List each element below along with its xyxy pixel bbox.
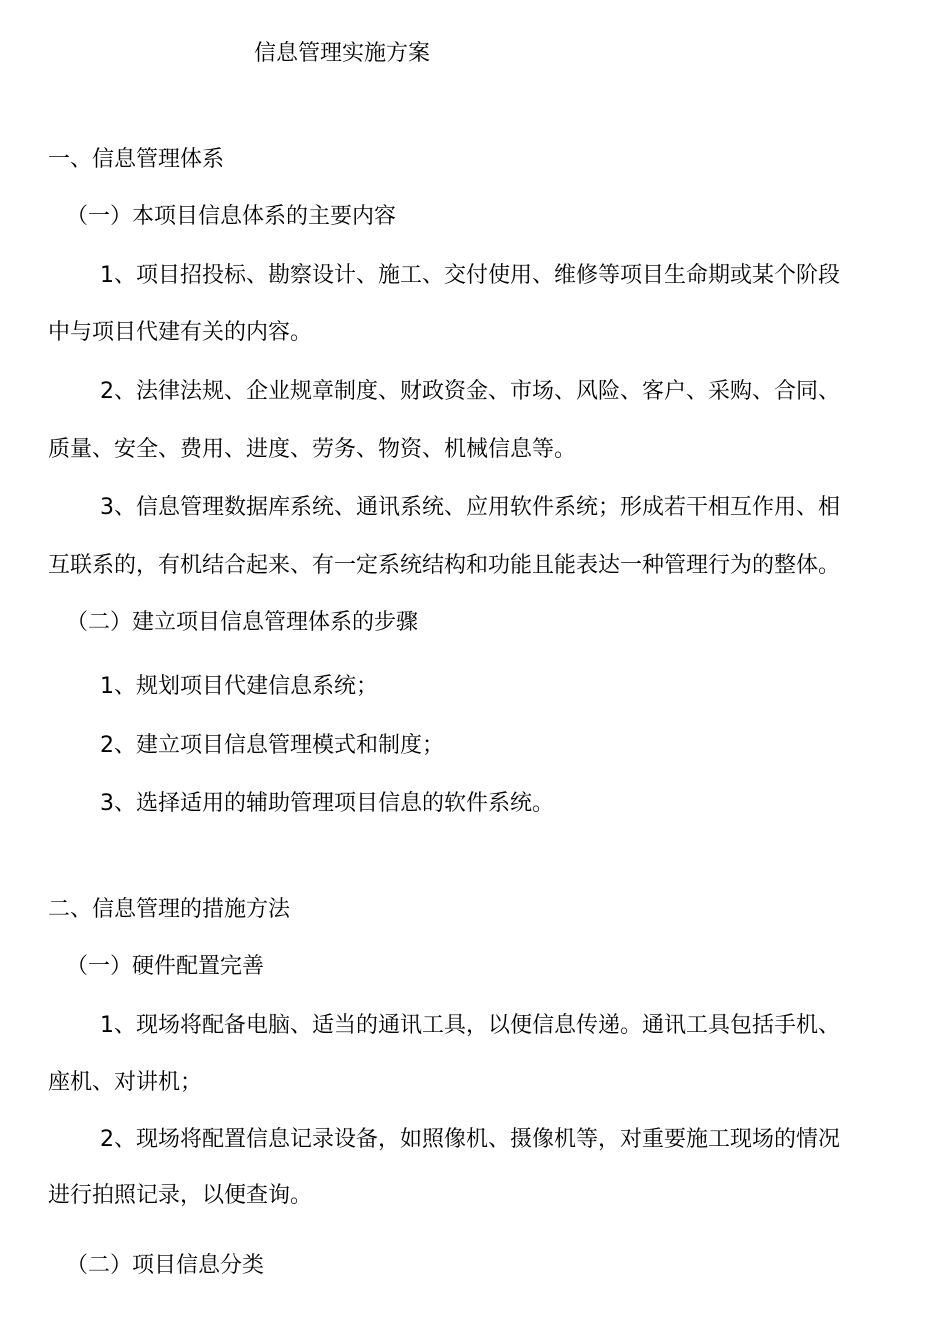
paragraph-3-line-2: 互联系的，有机结合起来、有一定系统结构和功能且能表达一种管理行为的整体。 <box>48 553 841 578</box>
section-2-heading: 二、信息管理的措施方法 <box>48 897 291 922</box>
section-1-sub-1-heading: （一）本项目信息体系的主要内容 <box>66 204 397 229</box>
paragraph-1-line-1: 1、项目招投标、勘察设计、施工、交付使用、维修等项目生命期或某个阶段 <box>100 263 840 288</box>
paragraph-3-line-1: 3、信息管理数据库系统、通讯系统、应用软件系统；形成若干相互作用、相 <box>100 495 840 520</box>
document-title: 信息管理实施方案 <box>254 41 431 66</box>
paragraph-5-line-1: 2、现场将配置信息记录设备，如照像机、摄像机等，对重要施工现场的情况 <box>100 1127 840 1152</box>
section-2-sub-1-heading: （一）硬件配置完善 <box>66 954 265 979</box>
paragraph-2-line-1: 2、法律法规、企业规章制度、财政资金、市场、风险、客户、采购、合同、 <box>100 379 840 404</box>
paragraph-4-line-1: 1、现场将配备电脑、适当的通讯工具，以便信息传递。通讯工具包括手机、 <box>100 1013 840 1038</box>
section-2-sub-2-heading: （二）项目信息分类 <box>66 1253 265 1278</box>
paragraph-5-line-2: 进行拍照记录，以便查询。 <box>48 1183 313 1208</box>
step-item-1: 1、规划项目代建信息系统； <box>100 674 378 699</box>
step-item-2: 2、建立项目信息管理模式和制度； <box>100 733 444 758</box>
paragraph-4-line-2: 座机、对讲机； <box>48 1070 203 1095</box>
section-1-heading: 一、信息管理体系 <box>48 147 225 172</box>
section-1-sub-2-heading: （二）建立项目信息管理体系的步骤 <box>66 610 419 635</box>
step-item-3: 3、选择适用的辅助管理项目信息的软件系统。 <box>100 791 554 816</box>
paragraph-2-line-2: 质量、安全、费用、进度、劳务、物资、机械信息等。 <box>48 437 577 462</box>
paragraph-1-line-2: 中与项目代建有关的内容。 <box>48 320 313 345</box>
